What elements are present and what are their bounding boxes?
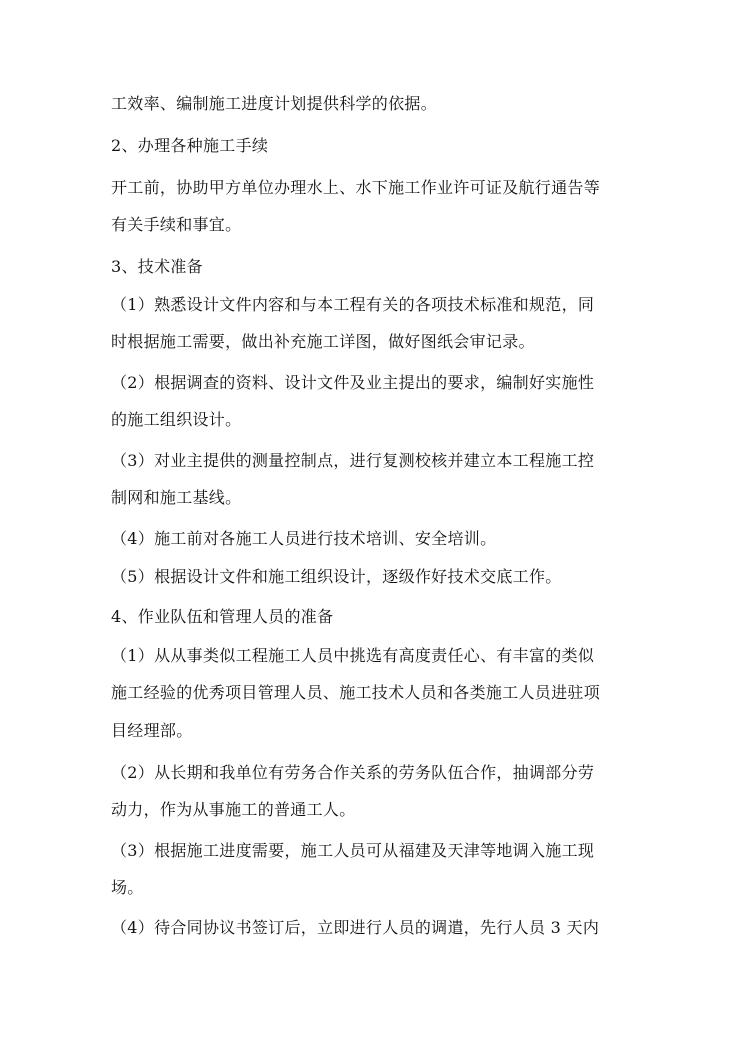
text-line: 场。 xyxy=(111,878,144,897)
section-heading: 3、技术准备 xyxy=(111,257,203,276)
text-line: 有关手续和事宜。 xyxy=(111,215,242,234)
text-line: （5）根据设计文件和施工组织设计，逐级作好技术交底工作。 xyxy=(111,567,562,586)
section-heading: 2、办理各种施工手续 xyxy=(111,136,269,155)
text-line: 时根据施工需要，做出补充施工详图，做好图纸会审记录。 xyxy=(111,332,535,351)
text-line: （2）根据调查的资料、设计文件及业主提出的要求，编制好实施性 xyxy=(111,373,595,392)
section-heading: 4、作业队伍和管理人员的准备 xyxy=(111,607,334,626)
text-line: 工效率、编制施工进度计划提供科学的依据。 xyxy=(111,94,438,113)
text-line: 的施工组织设计。 xyxy=(111,410,242,429)
text-line: （1）从从事类似工程施工人员中挑选有高度责任心、有丰富的类似 xyxy=(111,646,595,665)
text-line: （3）根据施工进度需要，施工人员可从福建及天津等地调入施工现 xyxy=(111,841,595,860)
text-line: （4）施工前对各施工人员进行技术培训、安全培训。 xyxy=(111,529,497,548)
text-line: （3）对业主提供的测量控制点，进行复测校核并建立本工程施工控 xyxy=(111,451,595,470)
text-line: （1）熟悉设计文件内容和与本工程有关的各项技术标准和规范，同 xyxy=(111,295,595,314)
text-line: 目经理部。 xyxy=(111,721,193,740)
text-line: （4）待合同协议书签订后，立即进行人员的调遣，先行人员 3 天内 xyxy=(111,918,600,937)
text-line: 制网和施工基线。 xyxy=(111,488,242,507)
text-line: 施工经验的优秀项目管理人员、施工技术人员和各类施工人员进驻项 xyxy=(111,683,601,702)
text-line: 开工前，协助甲方单位办理水上、水下施工作业许可证及航行通告等 xyxy=(111,178,601,197)
text-line: （2）从长期和我单位有劳务合作关系的劳务队伍合作，抽调部分劳 xyxy=(111,763,595,782)
text-line: 动力，作为从事施工的普通工人。 xyxy=(111,800,356,819)
